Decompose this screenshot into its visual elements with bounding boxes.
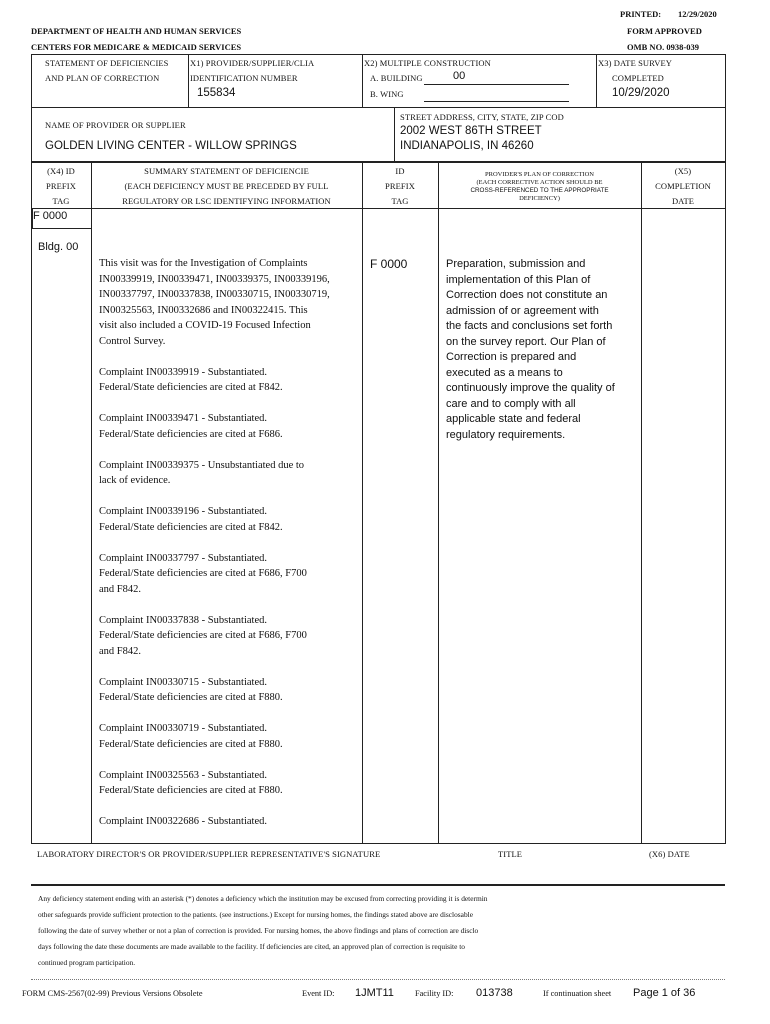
centers-title: CENTERS FOR MEDICARE & MEDICAID SERVICES — [31, 42, 242, 52]
printed-date: 12/29/2020 — [678, 9, 717, 19]
summary-paragraph: Complaint IN00339375 - Unsubstantiated due to lack of evidence. — [99, 459, 305, 486]
facility-id-value: 013738 — [476, 987, 513, 999]
x3-label-1: X3) DATE SURVEY — [598, 58, 673, 68]
x1-label-1: X1) PROVIDER/SUPPLIER/CLIA — [190, 58, 315, 68]
id-block-divider-3 — [596, 54, 597, 107]
address-label: STREET ADDRESS, CITY, STATE, ZIP COD — [400, 112, 564, 122]
plan-of-correction-text: Preparation, submission and implementation of this Plan of Correction does not constitute an admission of or agreement with the facts and conclusions set forth on the survey report. Our Plan of Correction is prepared and executed as a means to continuously improve the quality of care and to comply with all applicable state and federal regulatory requirements. — [446, 258, 615, 441]
x5-header-3: DATE — [671, 196, 695, 206]
plan-header-4: DEFICIENCY) — [519, 195, 560, 202]
provider-id-value: 155834 — [197, 87, 236, 99]
x3-label-2: COMPLETED — [612, 73, 664, 83]
page-number: Page 1 of 36 — [633, 987, 696, 999]
provider-divider — [394, 107, 395, 162]
summary-paragraph: Complaint IN00330715 - Substantiated. Federal/State deficiencies are cited at F880. — [99, 676, 283, 703]
provider-top-rule — [31, 107, 725, 108]
disclaimer-line: other safeguards provide sufficient protection to the patients. (see instructions.) Except for nursing homes, the findings stated above are disclosable — [38, 910, 473, 919]
omb-number: OMB NO. 0938-039 — [627, 42, 700, 52]
provider-right-border — [725, 107, 726, 162]
summary-paragraph: Complaint IN00325563 - Substantiated. Federal/State deficiencies are cited at F880. — [99, 769, 283, 796]
table-left-border — [31, 162, 32, 844]
plan-header-2: (EACH CORRECTIVE ACTION SHOULD BE — [476, 179, 603, 186]
disclaimer-line: continued program participation. — [38, 958, 136, 967]
disclaimer-text — [38, 891, 728, 971]
date-label: (X6) DATE — [649, 849, 690, 859]
x1-label-2: IDENTIFICATION NUMBER — [190, 73, 298, 83]
disclaimer-top-rule — [31, 884, 725, 886]
x5-header-2: COMPLETION — [655, 181, 711, 191]
provider-left-border — [31, 107, 32, 162]
disclaimer-line: following the date of survey whether or not a plan of correction is provided. For nursing homes, the above findings and plans of correction are disclo — [38, 926, 479, 935]
id-block-right-border — [725, 54, 726, 107]
building-tag: Bldg. 00 — [38, 241, 79, 253]
summary-header-2: (EACH DEFICIENCY MUST BE PRECEDED BY FULL — [124, 181, 329, 191]
summary-statement — [99, 256, 361, 845]
statement-label-1: STATEMENT OF DEFICIENCIES — [45, 58, 169, 68]
columns-top-rule — [31, 161, 725, 163]
statement-label-2: AND PLAN OF CORRECTION — [45, 73, 160, 83]
provider-name-value: GOLDEN LIVING CENTER - WILLOW SPRINGS — [45, 140, 297, 152]
tag-cell-rule — [31, 228, 91, 229]
x4-header-1: (X4) ID — [47, 166, 75, 176]
disclaimer-line: Any deficiency statement ending with an asterisk (*) denotes a deficiency which the institution may be excused from correcting providing it is determin — [38, 894, 488, 903]
plan-header-3: CROSS-REFERENCED TO THE APPROPRIATE — [470, 187, 609, 194]
event-id-label: Event ID: — [302, 989, 335, 998]
summary-paragraph: Complaint IN00337797 - Substantiated. Federal/State deficiencies are cited at F686, F700 and F842. — [99, 552, 307, 595]
x4-header-3: TAG — [52, 196, 70, 206]
title-label: TITLE — [498, 849, 523, 859]
footer-dotted-rule — [31, 979, 725, 980]
provider-name-label: NAME OF PROVIDER OR SUPPLIER — [45, 120, 186, 130]
signature-label: LABORATORY DIRECTOR'S OR PROVIDER/SUPPLIER REPRESENTATIVE'S SIGNATURE — [37, 849, 381, 859]
columns-bottom-rule — [31, 208, 725, 209]
survey-date-value: 10/29/2020 — [612, 87, 670, 99]
summary-paragraph: Complaint IN00339919 - Substantiated. Federal/State deficiencies are cited at F842. — [99, 366, 283, 393]
address-line-1: 2002 WEST 86TH STREET — [400, 125, 542, 137]
table-right-border — [725, 162, 726, 844]
table-divider-3 — [438, 162, 439, 844]
x5-header-1: (X5) — [674, 166, 692, 176]
department-title: DEPARTMENT OF HEALTH AND HUMAN SERVICES — [31, 26, 242, 36]
form-number: FORM CMS-2567(02-99) Previous Versions Obsolete — [22, 989, 203, 998]
summary-paragraph: Complaint IN00337838 - Substantiated. Federal/State deficiencies are cited at F686, F700 and F842. — [99, 614, 307, 657]
id-block-left-border — [31, 54, 32, 107]
right-tag: F 0000 — [370, 257, 408, 271]
plan-header-1: PROVIDER'S PLAN OF CORRECTION — [485, 171, 594, 178]
summary-paragraph: Complaint IN00339471 - Substantiated. Federal/State deficiencies are cited at F686. — [99, 413, 283, 440]
signature-top-rule — [31, 843, 725, 844]
summary-paragraph: This visit was for the Investigation of Complaints IN00339919, IN00339471, IN00339375, IN00339196, IN00337797, IN00337838, IN00330715, IN00330719, IN00325563, IN00332686 and IN00322415. This visit also included a COVID-19 Focused Infection Control Survey. — [99, 258, 330, 347]
id-header-3: TAG — [391, 196, 409, 206]
id-block-divider-1 — [188, 54, 189, 107]
summary-header-1: SUMMARY STATEMENT OF DEFICIENCIE — [144, 166, 309, 176]
wing-label: B. WING — [370, 89, 404, 99]
building-value: 00 — [453, 70, 466, 82]
continuation-label: If continuation sheet — [543, 989, 612, 998]
x2-label: X2) MULTIPLE CONSTRUCTION — [364, 58, 491, 68]
disclaimer-line: days following the date these documents are made available to the facility. If deficiencies are cited, an approved plan of correction is requisite to — [38, 942, 465, 951]
facility-id-label: Facility ID: — [415, 989, 454, 998]
x4-header-2: PREFIX — [46, 181, 76, 191]
table-divider-2 — [362, 162, 363, 844]
table-divider-1 — [91, 162, 92, 844]
building-label: A. BUILDING — [370, 73, 423, 83]
summary-paragraph: Complaint IN00339196 - Substantiated. Federal/State deficiencies are cited at F842. — [99, 506, 283, 533]
id-block-divider-2 — [362, 54, 363, 107]
table-divider-4 — [641, 162, 642, 844]
summary-paragraph: Complaint IN00322686 - Substantiated. — [99, 816, 267, 827]
summary-header-3: REGULATORY OR LSC IDENTIFYING INFORMATION — [122, 196, 331, 206]
building-underline — [424, 84, 569, 85]
id-block-top-rule — [31, 54, 725, 55]
left-tag: F 0000 — [33, 210, 68, 222]
printed-label: PRINTED: — [620, 9, 662, 19]
event-id-value: 1JMT11 — [355, 987, 394, 999]
address-line-2: INDIANAPOLIS, IN 46260 — [400, 140, 534, 152]
wing-underline — [424, 101, 569, 102]
summary-paragraph: Complaint IN00330719 - Substantiated. Federal/State deficiencies are cited at F880. — [99, 723, 283, 750]
id-header-2: PREFIX — [385, 181, 415, 191]
form-approved: FORM APPROVED — [627, 26, 702, 36]
id-header-1: ID — [395, 166, 405, 176]
